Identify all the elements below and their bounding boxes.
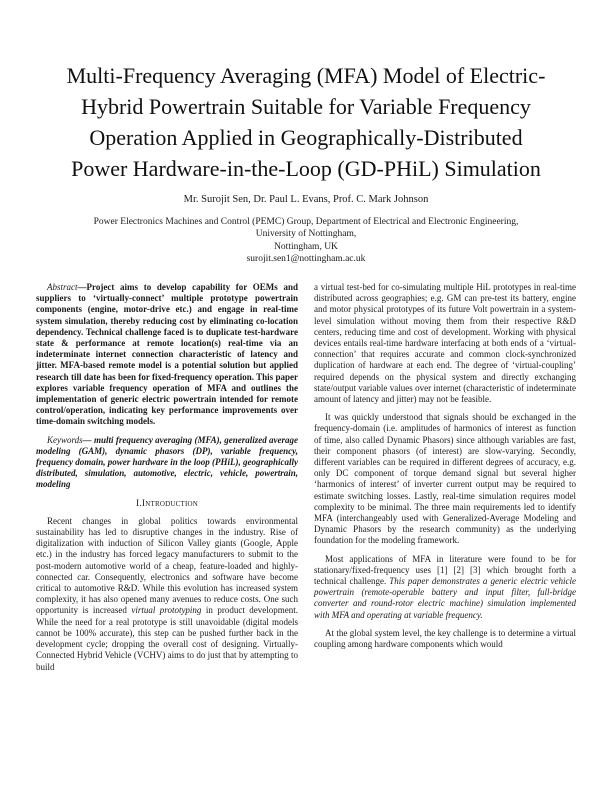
left-column (36, 282, 298, 680)
affiliation-block (20, 216, 592, 266)
keywords (36, 435, 298, 491)
affiliation-line-city: Nottingham, UK (274, 241, 338, 252)
intro-p1-start: Recent changes in global politics towards environmental sustainability has led to disruptive changes in the industry. Rise of digitalization with induction of Silicon Valley giants (Google, Apple etc.) in the industry has forced legacy manufacturers to submit to the post-modern automotive world of a cheap, feature-loaded and highly-connected car. Consequently, electronics and software have become critical to automotive R&D. While this evolution has increased system complexity, it has also opened many avenues to reduce costs. One such opportunity is increased (36, 515, 298, 616)
intro-paragraph-1 (36, 516, 298, 673)
paper-title (20, 60, 592, 184)
affiliation-line-department: Power Electronics Machines and Control (PEMC) Group, Department of Electrical and Electronic Engineering, (93, 217, 519, 227)
title-line-1: Multi-Frequency Averaging (MFA) Model of Electric- (66, 63, 546, 88)
title-line-2: Hybrid Powertrain Suitable for Variable Frequency (81, 94, 531, 119)
section-title: Introduction (141, 498, 199, 509)
title-line-4: Power Hardware-in-the-Loop (GD-PHiL) Simulation (71, 156, 541, 181)
right-p3-start: Most applications of MFA in literature were found to be for stationary/fixed-frequency uses [1] [2] [3] which brought forth a technical challenge. (314, 553, 576, 587)
right-paragraph-1: a virtual test-bed for co-simulating multiple HiL prototypes in real-time distributed across geographies; e.g. GM can pre-test its battery, engine and motor physical prototypes of its future Volt powertrain in a system-level simulation without moving them from their respective R&D centers, reducing time and cost of development. Working with physical devices entails real-time hardware interfacing at both ends of a ‘virtual-connection’ that requires accurate and common clock-synchronized duplication of hardware at each end. The degree of ‘virtual-coupling’ required depends on the physical system and directly exchanging state/output variable values over internet (characteristic of indeterminate amount of latency and jitter) may not be feasible. (314, 282, 576, 405)
title-line-3: Operation Applied in Geographically-Distributed (89, 125, 523, 150)
affiliation-line-university: University of Nottingham, (255, 229, 357, 240)
abstract-label: Abstract (47, 282, 78, 292)
author-list: Mr. Surojit Sen, Dr. Paul L. Evans, Prof. C. Mark Johnson (183, 194, 429, 205)
right-paragraph-3 (314, 554, 576, 621)
right-paragraph-4: At the global system level, the key challenge is to determine a virtual coupling among hardware components which would (314, 627, 576, 650)
section-heading-introduction (36, 499, 298, 510)
intro-p1-end: in product development. While the need for a real prototype is still unavoidable (digital models cannot be 100% accurate), this step can be pushed further back in the development cycle; dropping the overall cost of designing. Virtually-Connected Hybrid Vehicle (VCHV) aims to do just that by attempting to build (36, 605, 298, 672)
section-number: I. (135, 498, 142, 509)
author-email[interactable]: surojit.sen1@nottingham.ac.uk (246, 254, 366, 265)
right-p3-emphasis: This paper demonstrates a generic electric vehicle powertrain (remote-operable battery and input filter, full-bridge converter and round-rotor electric machine) simulation implemented with MFA and operating at variable frequency. (314, 576, 576, 620)
intro-p1-emphasis: virtual prototyping (131, 605, 202, 616)
keywords-label: Keywords (47, 434, 83, 445)
right-column (314, 282, 576, 657)
right-paragraph-2: It was quickly understood that signals should be exchanged in the frequency-domain (i.e. amplitudes of harmonics of interest as function of time, also called Dynamic Phasors) since although variables are fast, their component phasors (of interest) are slow-varying. Secondly, different variables can be required in different degrees of accuracy, e.g. only DC component of torque demand signal but several higher ‘harmonics of interest’ of inverter current output may be required to estimate switching losses. Lastly, real-time simulation requires model complexity to be minimal. The three main requirements led to identify MFA (interchangeably used with Generalized-Average Modeling and Dynamic Phasors by the research community) as the underlying foundation for the modeling framework. (314, 412, 576, 546)
abstract (36, 282, 298, 428)
keywords-text: — multi frequency averaging (MFA), generalized average modeling (GAM), dynamic phasors (DP), variable frequency, frequency domain, power hardware in the loop (PHiL), geographically distributed, simulation, automotive, electric, vehicle, powertrain, modeling (36, 434, 298, 490)
abstract-text: —Project aims to develop capability for OEMs and suppliers to ‘virtually-connect’ multiple prototype powertrain components (engine, motor-drive etc.) and engage in real-time system simulation, thereby reducing cost by eliminating co-location dependency. Technical challenge faced is to duplicate test-hardware state & performance at remote location(s) real-time via an indeterminate internet connection characteristic of latency and jitter. MFA-based remote model is a potential solution but applied research till date has been for fixed-frequency operation. This paper explores variable frequency operation of MFA and outlines the implementation of generic electric powertrain intended for remote control/operation, indicating key performance improvements over time-domain switching models. (36, 282, 298, 427)
